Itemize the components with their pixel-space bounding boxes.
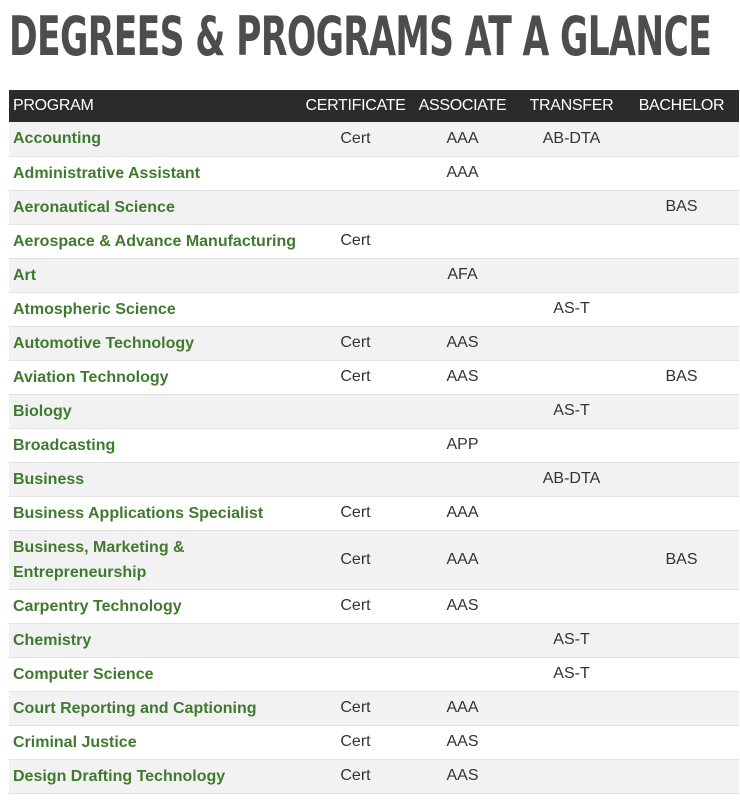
program-link[interactable]: Business, Marketing & Entrepreneurship [13, 538, 185, 581]
bachelor-cell [624, 122, 739, 156]
associate-cell: AAS [406, 360, 519, 394]
associate-cell: AAS [406, 725, 519, 759]
program-cell [9, 224, 305, 258]
program-cell [9, 691, 305, 725]
program-link[interactable]: Aeronautical Science [13, 198, 175, 216]
bachelor-cell [624, 623, 739, 657]
bachelor-cell [624, 589, 739, 623]
table-row [9, 360, 739, 394]
bachelor-cell [624, 156, 739, 190]
certificate-cell: Cert [305, 759, 406, 793]
programs-table [9, 90, 739, 794]
program-cell [9, 759, 305, 793]
program-link[interactable]: Criminal Justice [13, 733, 137, 751]
certificate-cell: Cert [305, 530, 406, 589]
table-row [9, 258, 739, 292]
transfer-cell: AS-T [519, 657, 624, 691]
bachelor-cell [624, 394, 739, 428]
program-link[interactable]: Aviation Technology [13, 368, 169, 386]
column-header-transfer: TRANSFER [529, 97, 614, 114]
program-cell [9, 360, 305, 394]
program-cell [9, 462, 305, 496]
associate-cell [406, 657, 519, 691]
program-link[interactable]: Chemistry [13, 631, 92, 649]
program-cell [9, 623, 305, 657]
program-cell [9, 428, 305, 462]
program-cell [9, 394, 305, 428]
bachelor-cell [624, 428, 739, 462]
associate-cell [406, 462, 519, 496]
associate-cell [406, 224, 519, 258]
bachelor-cell [624, 691, 739, 725]
program-link[interactable]: Business Applications Specialist [13, 504, 264, 522]
transfer-cell: AS-T [519, 394, 624, 428]
table-row [9, 657, 739, 691]
table-row [9, 394, 739, 428]
certificate-cell [305, 394, 406, 428]
certificate-cell [305, 657, 406, 691]
certificate-cell: Cert [305, 691, 406, 725]
table-row [9, 428, 739, 462]
program-link[interactable]: Carpentry Technology [13, 597, 182, 615]
certificate-cell: Cert [305, 360, 406, 394]
table-row [9, 292, 739, 326]
program-link[interactable]: Computer Science [13, 665, 154, 683]
transfer-cell [519, 156, 624, 190]
bachelor-cell [624, 657, 739, 691]
associate-cell [406, 190, 519, 224]
certificate-cell: Cert [305, 589, 406, 623]
program-link[interactable]: Automotive Technology [13, 334, 195, 352]
associate-cell [406, 292, 519, 326]
transfer-cell: AS-T [519, 623, 624, 657]
table-header-row [9, 90, 739, 122]
column-header-certificate: CERTIFICATE [305, 97, 406, 114]
certificate-cell: Cert [305, 122, 406, 156]
bachelor-cell [624, 725, 739, 759]
certificate-cell [305, 190, 406, 224]
program-link[interactable]: Biology [13, 402, 72, 420]
table-row [9, 759, 739, 793]
certificate-cell [305, 292, 406, 326]
certificate-cell: Cert [305, 224, 406, 258]
bachelor-cell [624, 224, 739, 258]
transfer-cell [519, 360, 624, 394]
certificate-cell: Cert [305, 725, 406, 759]
program-link[interactable]: Administrative Assistant [13, 164, 201, 182]
associate-cell: AAS [406, 759, 519, 793]
associate-cell: APP [406, 428, 519, 462]
program-cell [9, 496, 305, 530]
transfer-cell [519, 759, 624, 793]
program-cell [9, 190, 305, 224]
column-header-program: PROGRAM [13, 97, 94, 114]
program-link[interactable]: Art [13, 266, 37, 284]
transfer-cell [519, 190, 624, 224]
certificate-cell [305, 258, 406, 292]
certificate-cell: Cert [305, 326, 406, 360]
transfer-cell: AS-T [519, 292, 624, 326]
program-cell [9, 292, 305, 326]
bachelor-cell [624, 496, 739, 530]
transfer-cell [519, 725, 624, 759]
bachelor-cell [624, 462, 739, 496]
certificate-cell [305, 428, 406, 462]
program-cell [9, 326, 305, 360]
associate-cell: AAA [406, 530, 519, 589]
transfer-cell [519, 691, 624, 725]
table-row [9, 691, 739, 725]
column-header-associate: ASSOCIATE [418, 97, 507, 114]
bachelor-cell [624, 326, 739, 360]
program-cell [9, 530, 305, 589]
bachelor-cell: BAS [624, 190, 739, 224]
program-cell [9, 657, 305, 691]
bachelor-cell: BAS [624, 530, 739, 589]
table-row [9, 190, 739, 224]
transfer-cell [519, 224, 624, 258]
table-row [9, 326, 739, 360]
associate-cell: AAS [406, 326, 519, 360]
associate-cell: AAA [406, 156, 519, 190]
program-link[interactable]: Aerospace & Advance Manufacturing [13, 232, 297, 250]
transfer-cell: AB-DTA [519, 122, 624, 156]
program-cell [9, 725, 305, 759]
table-row [9, 589, 739, 623]
program-link[interactable]: Broadcasting [13, 436, 116, 454]
transfer-cell [519, 589, 624, 623]
program-link[interactable]: Atmospheric Science [13, 300, 176, 318]
associate-cell: AAA [406, 691, 519, 725]
table-row [9, 496, 739, 530]
bachelor-cell [624, 258, 739, 292]
bachelor-cell: BAS [624, 360, 739, 394]
program-link[interactable]: Accounting [13, 130, 101, 148]
program-link[interactable]: Design Drafting Technology [13, 767, 226, 785]
transfer-cell [519, 326, 624, 360]
associate-cell: AAA [406, 122, 519, 156]
associate-cell: AAS [406, 589, 519, 623]
certificate-cell [305, 623, 406, 657]
table-row [9, 156, 739, 190]
associate-cell [406, 394, 519, 428]
program-cell [9, 122, 305, 156]
certificate-cell: Cert [305, 496, 406, 530]
transfer-cell [519, 496, 624, 530]
associate-cell: AAA [406, 496, 519, 530]
transfer-cell [519, 530, 624, 589]
associate-cell: AFA [406, 258, 519, 292]
table-row [9, 122, 739, 156]
bachelor-cell [624, 759, 739, 793]
program-cell [9, 156, 305, 190]
program-cell [9, 258, 305, 292]
associate-cell [406, 623, 519, 657]
program-link[interactable]: Court Reporting and Captioning [13, 699, 257, 717]
bachelor-cell [624, 292, 739, 326]
table-row [9, 725, 739, 759]
program-link[interactable]: Business [13, 470, 85, 488]
certificate-cell [305, 462, 406, 496]
page-title: DEGREES & PROGRAMS AT A GLANCE [9, 5, 712, 68]
column-header-bachelor: BACHELOR [638, 97, 725, 114]
table-row [9, 530, 739, 589]
transfer-cell [519, 258, 624, 292]
program-cell [9, 589, 305, 623]
table-row [9, 623, 739, 657]
table-row [9, 224, 739, 258]
table-row [9, 462, 739, 496]
transfer-cell [519, 428, 624, 462]
transfer-cell: AB-DTA [519, 462, 624, 496]
certificate-cell [305, 156, 406, 190]
